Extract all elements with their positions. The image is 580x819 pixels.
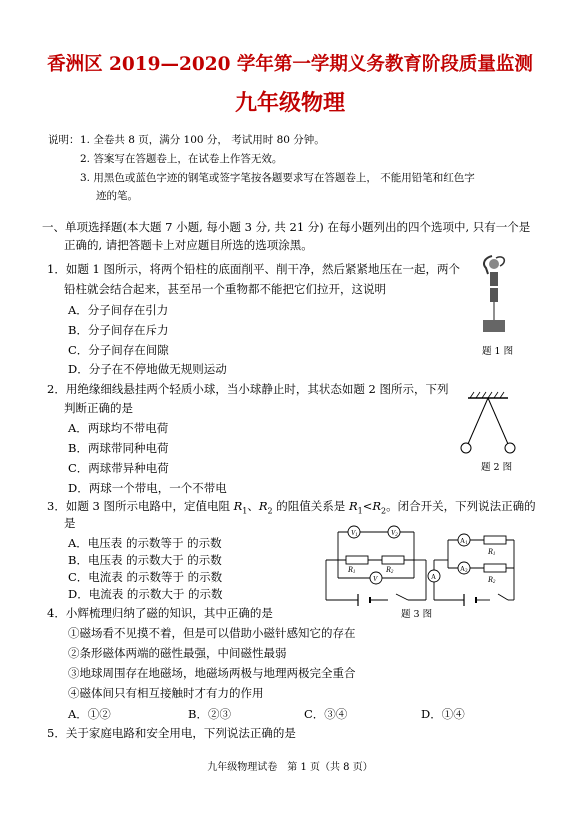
q2-option-a: A．两球均不带电荷 bbox=[68, 421, 169, 435]
q3-left-circuit bbox=[326, 532, 426, 600]
q2-option-b: B．两球带同种电荷 bbox=[68, 441, 169, 455]
a-symbol: A bbox=[431, 573, 437, 581]
v1-symbol: V1 bbox=[351, 529, 358, 538]
q4-item-3: ③地球周围存在地磁场，地磁场两极与地理两极完全重合 bbox=[68, 666, 356, 680]
q1-figure-caption: 题 1 图 bbox=[482, 346, 514, 357]
q2-stem: 2．用绝缘细线悬挂两个轻质小球，当小球静止时，其状态如题 2 图所示，下列 bbox=[47, 382, 449, 396]
q4-item-2: ②条形磁体两端的磁性最强，中间磁性最弱 bbox=[68, 646, 287, 660]
resistor-r1 bbox=[346, 556, 368, 564]
q3-option-d: D．电流表 的示数大于 的示数 bbox=[68, 587, 223, 601]
v-symbol: V bbox=[373, 575, 378, 583]
resistor-r2-right bbox=[484, 564, 506, 572]
q3-option-a: A．电压表 的示数等于 的示数 bbox=[68, 536, 222, 550]
a1-symbol: A1 bbox=[460, 537, 468, 546]
q2-figure-caption: 题 2 图 bbox=[481, 462, 513, 473]
q1-stem-cont: 铅柱就会结合起来，甚至吊一个重物都不能把它们拉开，这说明 bbox=[64, 282, 386, 296]
q1-option-b: B．分子间存在斥力 bbox=[68, 323, 169, 337]
notes-label: 说明： bbox=[48, 134, 80, 146]
q4-option-c: C．③④ bbox=[304, 707, 348, 721]
q4-item-4: ④磁体间只有相互接触时才有力的作用 bbox=[68, 686, 264, 700]
q1-stem: 1．如题 1 图所示，将两个铅柱的底面削平、削干净，然后紧紧地压在一起，两个 bbox=[47, 262, 460, 276]
r2-label-right: R2 bbox=[488, 575, 496, 585]
note-3: 3. 用黑色或蓝色字迹的钢笔或签字笔按各题要求写在答题卷上， 不能用铅笔和红色字 bbox=[80, 172, 475, 184]
q3-figure-circuits bbox=[318, 520, 528, 610]
note-2: 2. 答案写在答题卷上，在试卷上作答无效。 bbox=[80, 153, 283, 165]
q3-option-c: C．电流表 的示数等于 的示数 bbox=[68, 570, 223, 584]
q4-option-a: A．①② bbox=[68, 707, 111, 721]
q1-figure-lead-cylinders bbox=[470, 252, 516, 344]
r1-label: R1 bbox=[348, 565, 356, 575]
r1-label-right: R1 bbox=[488, 547, 496, 557]
q3-option-b: B．电压表 的示数大于 的示数 bbox=[68, 553, 222, 567]
v2-symbol: V2 bbox=[391, 529, 398, 538]
resistor-r2 bbox=[382, 556, 404, 564]
q5-stem: 5．关于家庭电路和安全用电，下列说法正确的是 bbox=[47, 726, 296, 740]
page-footer: 九年级物理试卷 第 1 页（共 8 页） bbox=[207, 762, 373, 773]
q2-stem-cont: 判断正确的是 bbox=[64, 401, 133, 415]
resistor-r1-right bbox=[484, 536, 506, 544]
section-heading-cont: 正确的, 请把答题卡上对应题目所选的选项涂黑。 bbox=[64, 238, 313, 252]
section-heading: 一、单项选择题(本大题 7 小题, 每小题 3 分, 共 21 分) 在每小题列出的四个选项中, 只有一个是 bbox=[42, 220, 531, 234]
q3-stem-cont: 是 bbox=[64, 516, 76, 530]
q1-option-a: A．分子间存在引力 bbox=[68, 303, 169, 317]
q4-stem: 4．小辉梳理归纳了磁的知识，其中正确的是 bbox=[47, 606, 273, 620]
q2-figure-hanging-balls bbox=[448, 388, 528, 458]
q4-option-b: B．②③ bbox=[188, 707, 231, 721]
q4-item-1: ①磁场看不见摸不着，但是可以借助小磁针感知它的存在 bbox=[68, 626, 356, 640]
a2-symbol: A2 bbox=[460, 565, 468, 574]
q1-option-c: C．分子间存在间隙 bbox=[68, 343, 169, 357]
subject-title: 九年级物理 bbox=[234, 90, 345, 116]
q3-stem: 3．如题 3 图所示电路中，定值电阻 $R_1$、$R_2$ 的阻值关系是 $R_1<R_2$。闭合开关，下列说法正确的 bbox=[47, 499, 536, 516]
q2-option-c: C．两球带异种电荷 bbox=[68, 461, 169, 475]
q1-option-d: D．分子在不停地做无规则运动 bbox=[68, 362, 227, 376]
note-3-cont: 迹的笔。 bbox=[96, 190, 138, 202]
q4-option-d: D．①④ bbox=[421, 707, 465, 721]
q2-option-d: D．两球一个带电，一个不带电 bbox=[68, 481, 227, 495]
exam-title: 香洲区 2019—2020 学年第一学期义务教育阶段质量监测 bbox=[47, 54, 533, 75]
q3-figure-caption: 题 3 图 bbox=[401, 609, 433, 620]
note-1: 1. 全卷共 8 页，满分 100 分， 考试用时 80 分钟。 bbox=[80, 134, 325, 146]
r2-label: R2 bbox=[386, 565, 394, 575]
